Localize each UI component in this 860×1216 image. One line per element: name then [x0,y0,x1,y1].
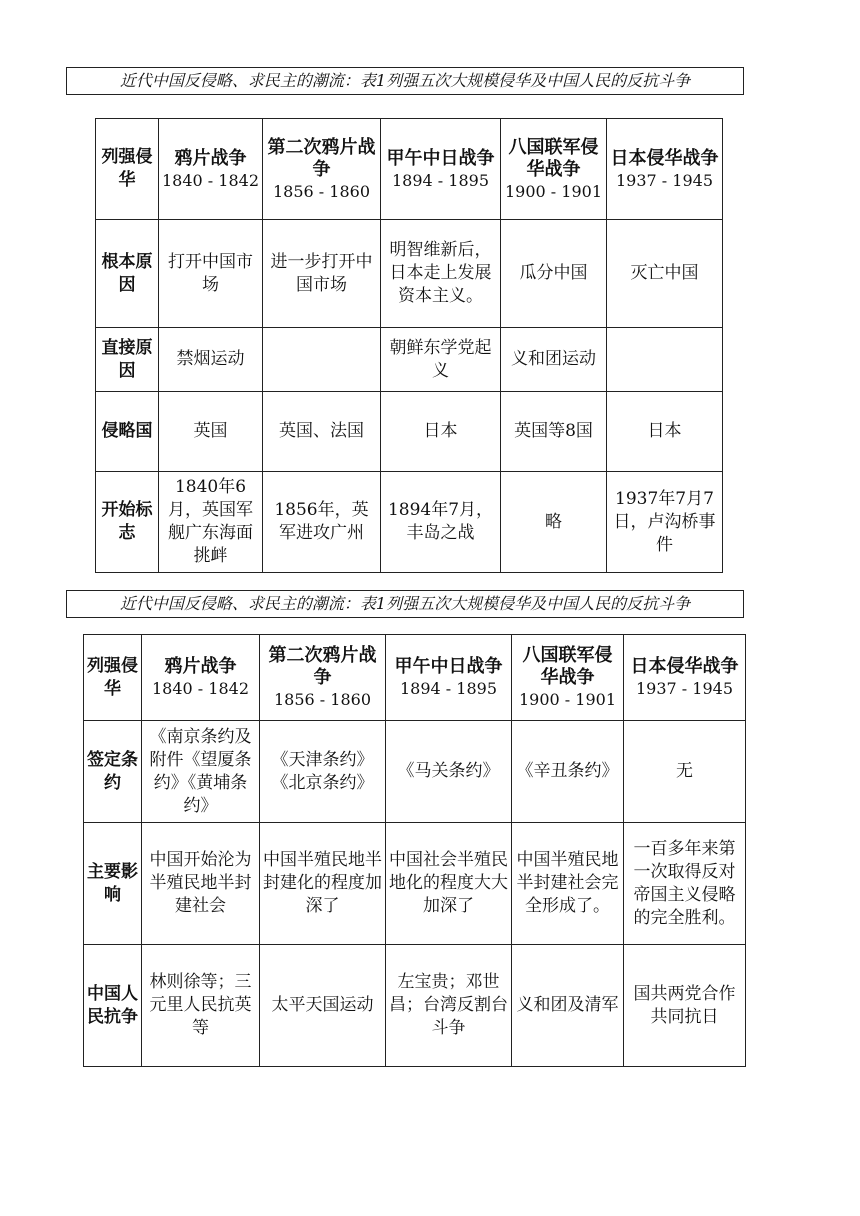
table-cell: 朝鲜东学党起义 [381,328,501,392]
table1-war-header-second-opium [263,119,381,220]
table-cell: 《马关条约》 [386,721,512,823]
war-years: 1840 - 1842 [151,679,249,698]
table-cell: 太平天国运动 [260,945,386,1067]
war-years: 1937 - 1945 [615,170,713,190]
table-cell: 中国半殖民地半封建社会完全形成了。 [512,823,624,945]
table1-aggression-causes [95,118,723,573]
row-label: 侵略国 [96,392,159,472]
table-cell: 义和团运动 [501,328,607,392]
table-cell [263,328,381,392]
table1-row-aggressor [96,392,723,472]
table2-row-main-impact [84,823,746,945]
table2-war-header-sino-japanese [386,635,512,721]
table-cell: 无 [624,721,746,823]
table-cell [607,328,723,392]
table-cell: 中国开始沦为半殖民地半封建社会 [142,823,260,945]
table2-caption: 近代中国反侵略、求民主的潮流：表1列强五次大规模侵华及中国人民的反抗斗争 [66,590,744,618]
table-cell: 左宝贵；邓世昌；台湾反割台斗争 [386,945,512,1067]
table1-war-header-japanese-invasion [607,119,723,220]
table1-corner-header: 列强侵华 [96,119,159,220]
table-cell: 明智维新后，日本走上发展资本主义。 [381,220,501,328]
table1-row-direct-cause [96,328,723,392]
war-name: 鸦片战争 [164,656,237,677]
table-cell: 打开中国市场 [159,220,263,328]
war-name: 日本侵华战争 [630,656,739,677]
table-cell: 1856年，英军进攻广州 [263,472,381,573]
row-label: 根本原因 [96,220,159,328]
table-cell: 国共两党合作共同抗日 [624,945,746,1067]
table-cell: 英国等8国 [501,392,607,472]
table-cell: 1894年7月，丰岛之战 [381,472,501,573]
war-name: 八国联军侵华战争 [522,645,613,688]
war-name: 甲午中日战争 [386,147,495,169]
row-label: 签定条约 [84,721,142,823]
table2-row-resistance [84,945,746,1067]
table2-war-header-eight-nation [512,635,624,721]
table-cell: 中国半殖民地半封建化的程度加深了 [260,823,386,945]
table-cell: 《辛丑条约》 [512,721,624,823]
table-cell: 禁烟运动 [159,328,263,392]
war-years: 1900 - 1901 [504,181,602,201]
war-name: 日本侵华战争 [610,147,719,169]
table2-row-treaties [84,721,746,823]
row-label: 开始标志 [96,472,159,573]
table1-war-header-sino-japanese [381,119,501,220]
war-name: 甲午中日战争 [394,656,503,677]
table-cell: 《天津条约》《北京条约》 [260,721,386,823]
war-years: 1856 - 1860 [272,181,370,201]
table-cell: 林则徐等；三元里人民抗英等 [142,945,260,1067]
table1-caption: 近代中国反侵略、求民主的潮流：表1列强五次大规模侵华及中国人民的反抗斗争 [66,67,744,95]
table1-row-fundamental-cause [96,220,723,328]
table2-treaties-impact [83,634,746,1067]
table-cell: 日本 [381,392,501,472]
table-cell: 英国 [159,392,263,472]
table-cell: 一百多年来第一次取得反对帝国主义侵略的完全胜利。 [624,823,746,945]
table-cell: 进一步打开中国市场 [263,220,381,328]
table1-war-header-eight-nation [501,119,607,220]
war-years: 1894 - 1895 [399,679,497,698]
war-years: 1937 - 1945 [635,679,733,698]
table1-row-start-event [96,472,723,573]
war-years: 1900 - 1901 [518,690,616,709]
table1-header-row [96,119,723,220]
war-name: 第二次鸦片战争 [267,136,376,180]
row-label: 直接原因 [96,328,159,392]
war-years: 1894 - 1895 [391,170,489,190]
war-years: 1856 - 1860 [273,690,371,709]
row-label: 中国人民抗争 [84,945,142,1067]
table-cell: 略 [501,472,607,573]
table-cell: 中国社会半殖民地化的程度大大加深了 [386,823,512,945]
table-cell: 瓜分中国 [501,220,607,328]
table-cell: 《南京条约及附件《望厦条约》《黄埔条约》 [142,721,260,823]
war-name: 鸦片战争 [174,147,247,169]
table2-corner-header: 列强侵华 [84,635,142,721]
table2-war-header-second-opium [260,635,386,721]
table-cell: 1840年6月，英国军舰广东海面挑衅 [159,472,263,573]
table-cell: 灭亡中国 [607,220,723,328]
table2-war-header-opium [142,635,260,721]
war-years: 1840 - 1842 [162,170,260,190]
table1-war-header-opium [159,119,263,220]
table2-war-header-japanese-invasion [624,635,746,721]
table-cell: 1937年7月7日，卢沟桥事件 [607,472,723,573]
row-label: 主要影响 [84,823,142,945]
table2-header-row [84,635,746,721]
table-cell: 日本 [607,392,723,472]
table-cell: 义和团及清军 [512,945,624,1067]
table-cell: 英国、法国 [263,392,381,472]
war-name: 八国联军侵华战争 [508,136,599,180]
war-name: 第二次鸦片战争 [268,645,377,688]
